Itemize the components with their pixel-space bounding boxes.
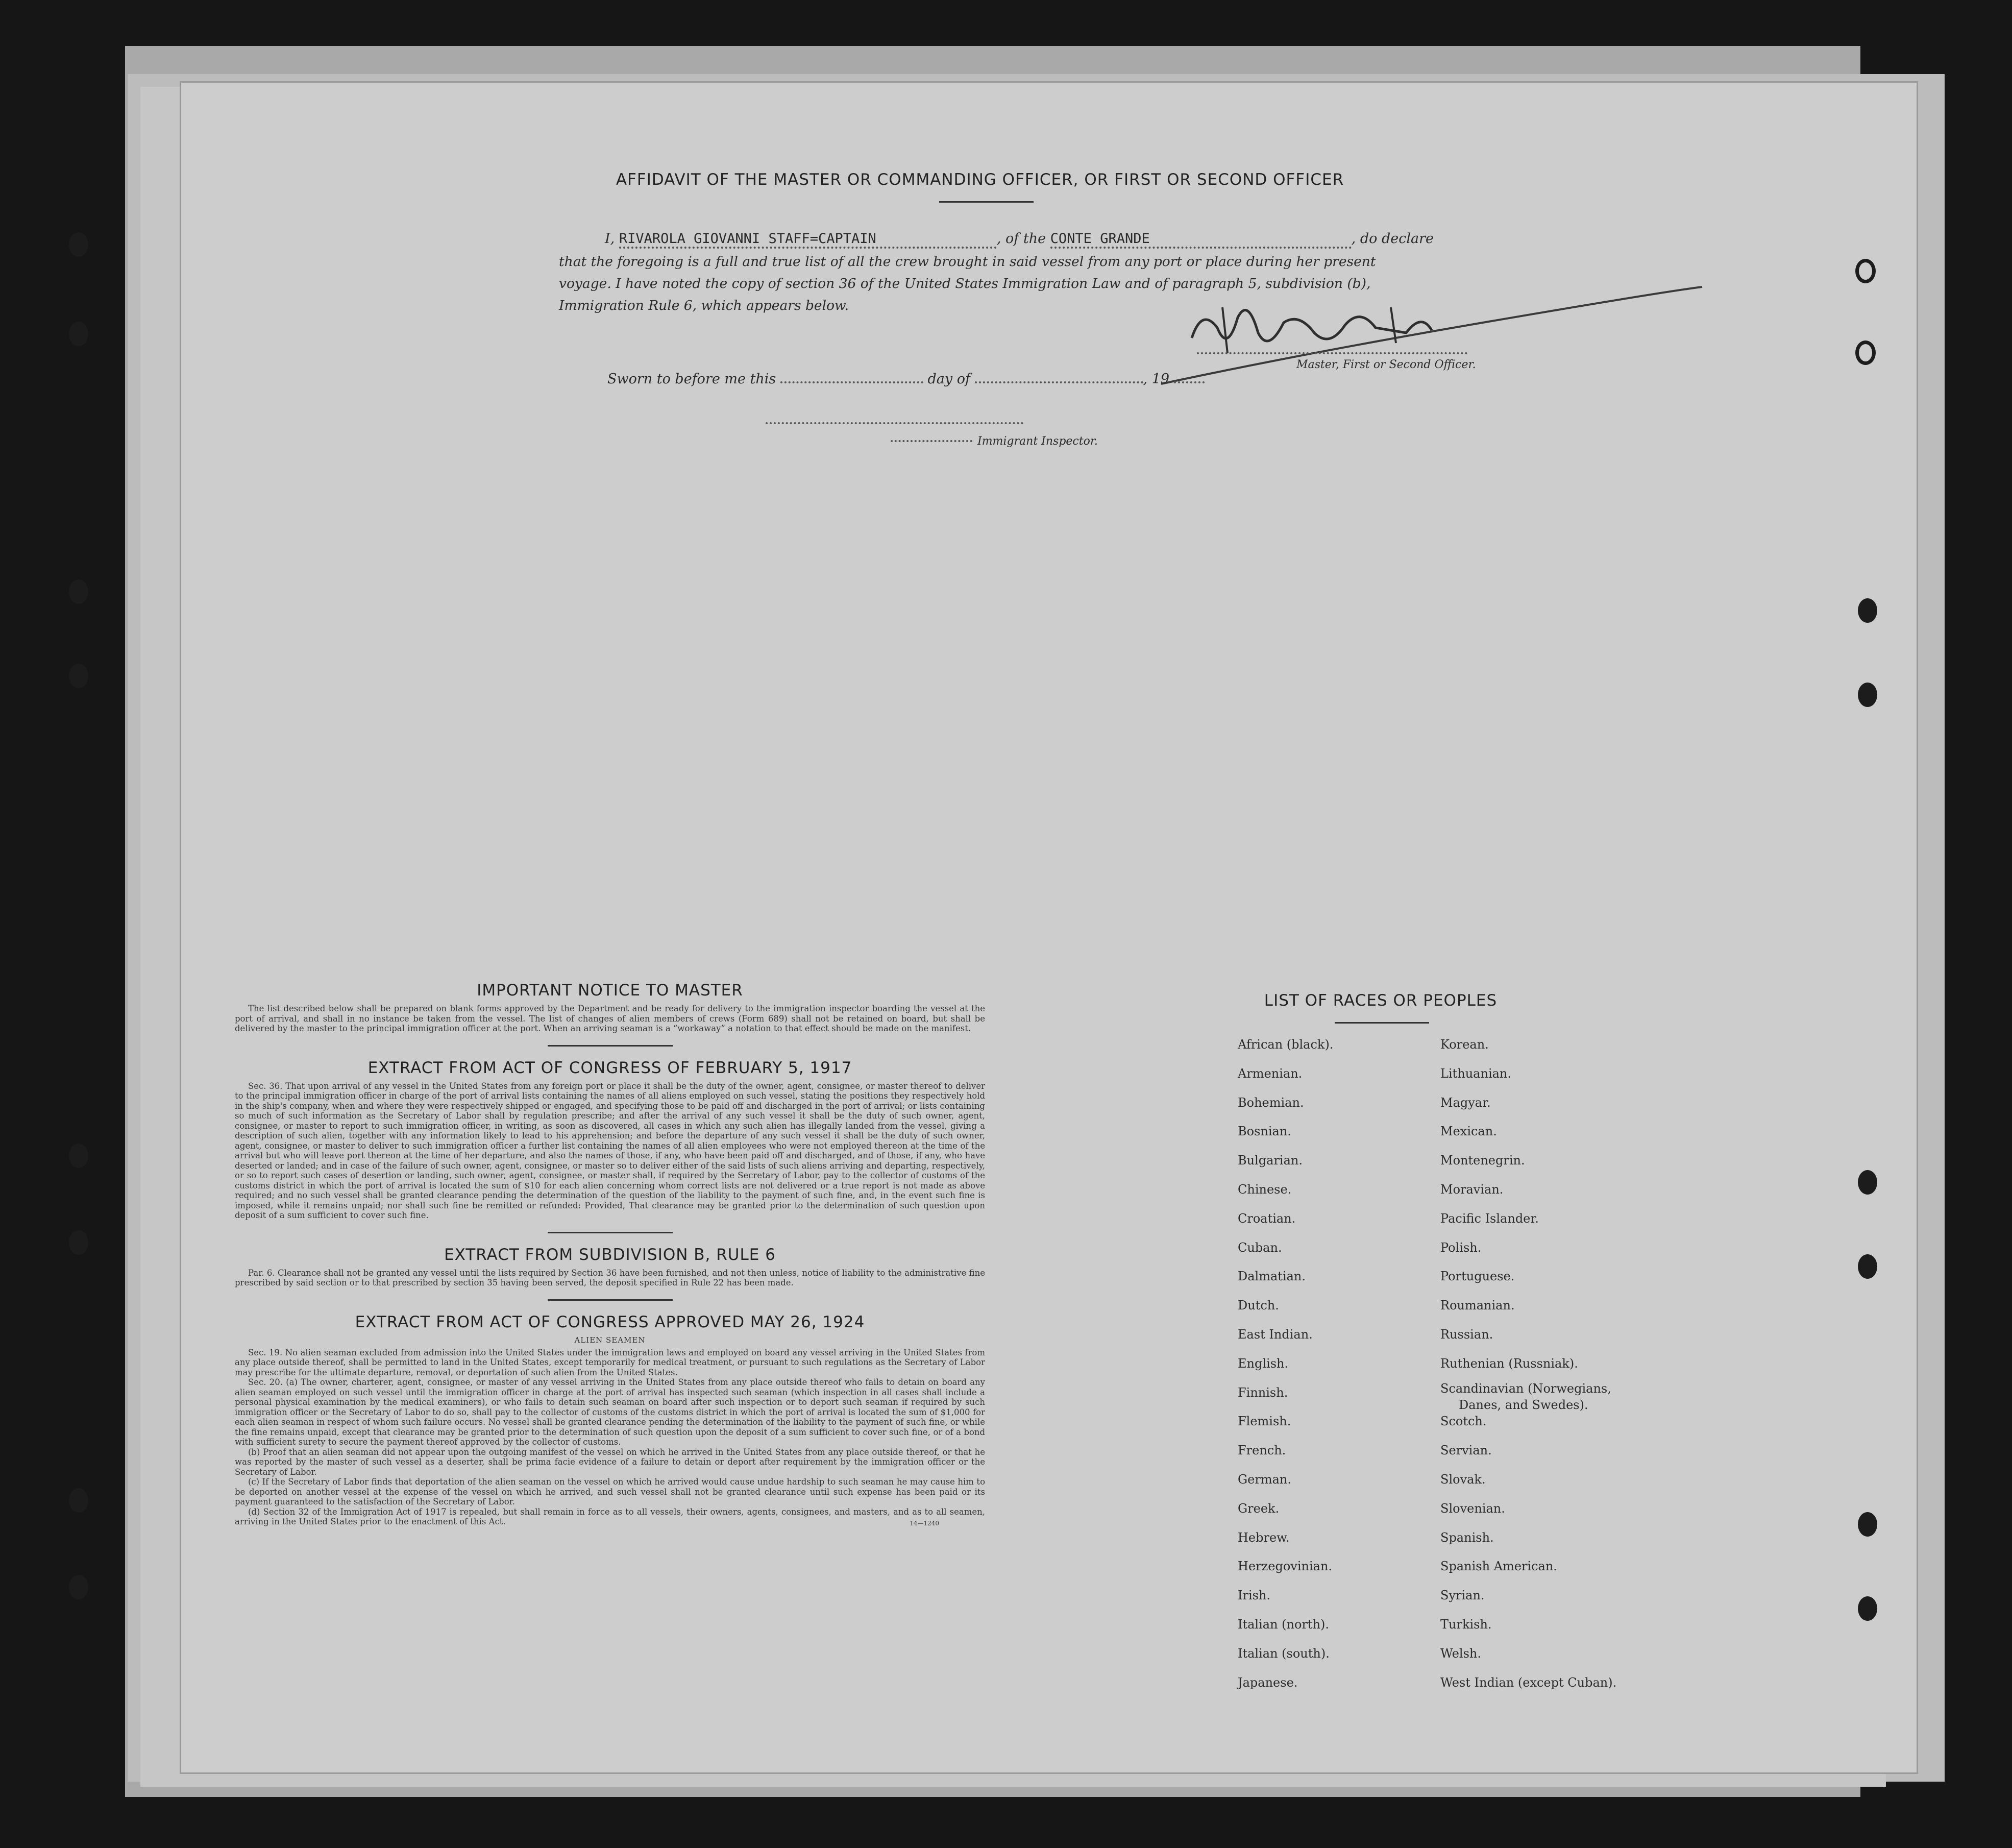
binder-hole-icon xyxy=(69,1144,88,1168)
race-item: Russian. xyxy=(1440,1327,1493,1342)
binder-hole-icon xyxy=(1858,598,1877,623)
binder-hole-icon xyxy=(69,232,88,257)
race-item: Armenian. xyxy=(1238,1066,1303,1081)
race-item: Polish. xyxy=(1440,1240,1482,1255)
notice-body: The list described below shall be prepared on blank forms approved by the Department and be ready for delivery to the immigration inspector boarding the vessel at the port of arrival, and shall in no instance be taken from the vessel. The list of changes of alien members of crews (Form 689) shall not be retained on board, but shall be delivered by the master to the principal immigration officer at the port. When an arriving seaman is a “workaway” a notation to that effect should be made on the manifest. xyxy=(235,1004,985,1033)
legal-column xyxy=(235,981,985,1527)
race-item: Herzegovinian. xyxy=(1238,1559,1333,1574)
race-item: Japanese. xyxy=(1238,1675,1298,1690)
affidavit-of-the: , of the xyxy=(996,231,1046,247)
race-item: African (black). xyxy=(1238,1037,1334,1052)
race-item: Magyar. xyxy=(1440,1095,1491,1110)
race-item: Montenegrin. xyxy=(1440,1153,1525,1168)
extract-1924-body xyxy=(235,1348,985,1527)
affidavit-body-2: voyage. I have noted the copy of section 36 of the United States Immigration Law and of paragraph 5, subdivision (b), xyxy=(559,276,1371,291)
race-item: Irish. xyxy=(1238,1588,1271,1603)
race-item: Scandinavian (Norwegians, xyxy=(1440,1381,1611,1396)
form-page xyxy=(181,83,1917,1772)
inspector-caption: Immigrant Inspector. xyxy=(977,435,1098,448)
race-item: Slovenian. xyxy=(1440,1501,1505,1516)
race-item: Dalmatian. xyxy=(1238,1269,1306,1284)
race-item: Spanish American. xyxy=(1440,1559,1557,1574)
affidavit-line-1 xyxy=(605,231,1434,249)
race-item: Welsh. xyxy=(1440,1646,1481,1661)
affidavit-pre-name: I, xyxy=(605,231,615,247)
section-divider xyxy=(548,1232,673,1233)
binder-hole-icon xyxy=(69,1575,88,1599)
race-item: Scotch. xyxy=(1440,1414,1487,1429)
affidavit-body-1: that the foregoing is a full and true list of all the crew brought in said vessel from any port or place during her present xyxy=(559,254,1376,270)
races-title: LIST OF RACES OR PEOPLES xyxy=(1264,991,1498,1010)
master-name-field: RIVAROLA GIOVANNI STAFF=CAPTAIN xyxy=(619,231,997,249)
race-item: English. xyxy=(1238,1356,1289,1371)
race-item: East Indian. xyxy=(1238,1327,1313,1342)
affidavit-body-3: Immigration Rule 6, which appears below. xyxy=(559,298,849,313)
binder-hole-icon xyxy=(69,1230,88,1255)
race-item: Slovak. xyxy=(1440,1472,1486,1487)
sec19: Sec. 19. No alien seaman excluded from admission into the United States under the immigration laws and employed on board any vessel arriving in the United States from any place outside thereof, shall be permitted to land in the United States, except temporarily for medical treatment, or pursuant to such regulations as the Secretary of Labor may prescribe for the ultimate departure, removal, or deportation of such alien from the United States. xyxy=(235,1347,985,1377)
binder-hole-icon xyxy=(69,1488,88,1513)
race-item: Bohemian. xyxy=(1238,1095,1304,1110)
binder-hole-icon xyxy=(1858,1254,1877,1279)
sworn-year-field xyxy=(1174,381,1205,383)
sworn-year-prefix: , 19 xyxy=(1143,371,1170,387)
race-item: Bulgarian. xyxy=(1238,1153,1303,1168)
signature-line xyxy=(1197,352,1467,354)
notice-title: IMPORTANT NOTICE TO MASTER xyxy=(477,981,743,1000)
sworn-day-field xyxy=(780,381,923,383)
races-divider xyxy=(1335,1022,1429,1024)
race-item: French. xyxy=(1238,1443,1286,1458)
extract-1917-body: Sec. 36. That upon arrival of any vessel in the United States from any foreign port or place it shall be the duty of the owner, agent, consignee, or master thereof to deliver to the principal immigration officer in charge of the port of arrival lists containing the names of all aliens employed on such vessel, stating the positions they respectively hold in the ship's company, when and where they were respectively shipped or engaged, and specifying those to be paid off and discharged in the port of arrival; or lists containing so much of such information as the Secretary of Labor shall by regulation prescribe; and after the arrival of any such vessel it shall be the duty of such owner, agent, consignee, or master to report to such immigration officer, in writing, as soon as discovered, all cases in which any such alien has illegally landed from the vessel, giving a description of such alien, together with any information likely to lead to his apprehension; and before the departure of any such vessel it shall be the duty of such owner, agent, consignee, or master to deliver to such immigration officer a further list containing the names of all alien employees who were not employed thereon at the time of the arrival but who will leave port thereon at the time of her departure, and also the names of those, if any, who have been paid off and discharged, and of those, if any, who have deserted or landed; and in case of the failure of such owner, agent, consignee, or master so to deliver either of the said lists of such aliens arriving and departing, respectively, or so to report such cases of desertion or landing, such owner, agent, consignee, or master shall, if required by the Secretary of Labor, pay to the collector of customs of the customs district in which the port of arrival is located the sum of $10 for each alien concerning whom correct lists are not delivered or a true report is not made as above required; and no such vessel shall be granted clearance pending the determination of the question of the liability to the payment of such fine, and, in the event such fine is imposed, while it remains unpaid; nor shall such fine be remitted or refunded: Provided, That clearance may be granted prior to the determination of such question upon deposit of a sum sufficient to cover such fine. xyxy=(235,1081,985,1220)
race-item: Spanish. xyxy=(1440,1530,1494,1545)
binder-hole-icon xyxy=(1858,1512,1877,1537)
binder-hole-icon xyxy=(1858,683,1877,707)
sworn-month-field xyxy=(975,381,1143,383)
form-number: 14—1240 xyxy=(910,1519,939,1527)
race-item: Moravian. xyxy=(1440,1182,1504,1197)
extract-rule6-body: Par. 6. Clearance shall not be granted any vessel until the lists required by Section 36 have been furnished, and not then unless, notice of liability to the administrative fine prescribed by said section or to that prescribed by section 35 having been served, the deposit specified in Rule 22 has been made. xyxy=(235,1268,985,1287)
extract-1924-title: EXTRACT FROM ACT OF CONGRESS APPROVED MAY 26, 1924 xyxy=(355,1312,865,1331)
race-item: Turkish. xyxy=(1440,1617,1492,1632)
inspector-dots xyxy=(891,440,972,442)
affidavit-title: AFFIDAVIT OF THE MASTER OR COMMANDING OFFICER, OR FIRST OR SECOND OFFICER xyxy=(616,171,1344,189)
alien-seamen-subtitle: ALIEN SEAMEN xyxy=(574,1335,646,1345)
race-item: German. xyxy=(1238,1472,1291,1487)
sec20b: (b) Proof that an alien seaman did not appear upon the outgoing manifest of the vessel on which he arrived in the United States from any place outside thereof, or that he was reported by the master of such vessel as a deserter, shall be prima facie evidence of a failure to detain or deport after requirement by the immigration officer or the Secretary of Labor. xyxy=(235,1447,985,1477)
sworn-line xyxy=(607,371,1205,387)
race-item: Syrian. xyxy=(1440,1588,1485,1603)
extract-1917-title: EXTRACT FROM ACT OF CONGRESS OF FEBRUARY 5, 1917 xyxy=(367,1058,852,1077)
inspector-signature-line xyxy=(766,422,1023,424)
section-divider xyxy=(548,1045,673,1047)
binder-hole-icon xyxy=(1858,1596,1877,1621)
race-item: Cuban. xyxy=(1238,1240,1282,1255)
title-divider xyxy=(939,201,1034,203)
binder-hole-icon xyxy=(1858,1170,1877,1195)
section-divider xyxy=(548,1299,673,1301)
vessel-name-field: CONTE GRANDE xyxy=(1050,231,1352,249)
race-item: Chinese. xyxy=(1238,1182,1292,1197)
race-item: Italian (north). xyxy=(1238,1617,1330,1632)
race-item: Flemish. xyxy=(1238,1414,1291,1429)
race-item: Bosnian. xyxy=(1238,1124,1291,1139)
affidavit-do-declare: , do declare xyxy=(1351,231,1434,247)
race-item: Roumanian. xyxy=(1440,1298,1515,1313)
race-item: West Indian (except Cuban). xyxy=(1440,1675,1617,1690)
binder-hole-icon xyxy=(69,579,88,604)
race-item: Pacific Islander. xyxy=(1440,1211,1539,1226)
binder-hole-icon xyxy=(69,322,88,346)
signature-mark xyxy=(1151,277,1712,389)
race-item: Korean. xyxy=(1440,1037,1489,1052)
binder-hole-icon xyxy=(1855,341,1876,365)
binder-hole-icon xyxy=(69,664,88,688)
sworn-day-of: day of xyxy=(927,371,970,387)
sec20d: (d) Section 32 of the Immigration Act of 1917 is repealed, but shall remain in force as to all vessels, their owners, agents, consignees, and masters, and as to all seamen, arriving in the United States prior to the enactment of this Act. xyxy=(235,1506,985,1526)
race-item-continuation: Danes, and Swedes). xyxy=(1459,1397,1588,1412)
race-item: Finnish. xyxy=(1238,1385,1288,1400)
race-item: Portuguese. xyxy=(1440,1269,1515,1284)
race-item: Croatian. xyxy=(1238,1211,1296,1226)
extract-rule6-title: EXTRACT FROM SUBDIVISION B, RULE 6 xyxy=(444,1245,776,1264)
race-item: Greek. xyxy=(1238,1501,1280,1516)
race-item: Ruthenian (Russniak). xyxy=(1440,1356,1578,1371)
race-item: Servian. xyxy=(1440,1443,1492,1458)
race-item: Hebrew. xyxy=(1238,1530,1290,1545)
sec20c: (c) If the Secretary of Labor finds that deportation of the alien seaman on the vessel on which he arrived would cause undue hardship to such seaman he may cause him to be deported on another vessel at the expense of the vessel on which he arrived, and such vessel shall not be granted clearance until such expense has been paid or its payment guaranteed to the satisfaction of the Secretary of Labor. xyxy=(235,1477,985,1506)
signature-caption: Master, First or Second Officer. xyxy=(1296,358,1476,371)
race-item: Italian (south). xyxy=(1238,1646,1330,1661)
binder-hole-icon xyxy=(1855,259,1876,283)
race-item: Lithuanian. xyxy=(1440,1066,1512,1081)
sworn-prefix: Sworn to before me this xyxy=(607,371,776,387)
sec20a: Sec. 20. (a) The owner, charterer, agent, consignee, or master of any vessel arriving in the United States from any place outside thereof who fails to detain on board any alien seaman employed on such vessel until the immigration officer in charge at the port of arrival has inspected such seaman (which inspection in all cases shall include a personal physical examination by the medical examiners), or who fails to detain such seaman on board after such inspection or to deport such seaman if required by such immigration officer or the Secretary of Labor to do so, shall pay to the collector of customs of the customs district in which the port of arrival is located the sum of $1,000 for each alien seaman in respect of whom such failure occurs. No vessel shall be granted clearance pending the determination of the liability to the payment of such fine, or while the fine remains unpaid, except that clearance may be granted prior to the determination of such question upon the deposit of a sum sufficient to cover such fine, or of a bond with sufficient surety to secure the payment thereof approved by the collector of customs. xyxy=(235,1377,985,1447)
race-item: Mexican. xyxy=(1440,1124,1497,1139)
race-item: Dutch. xyxy=(1238,1298,1279,1313)
